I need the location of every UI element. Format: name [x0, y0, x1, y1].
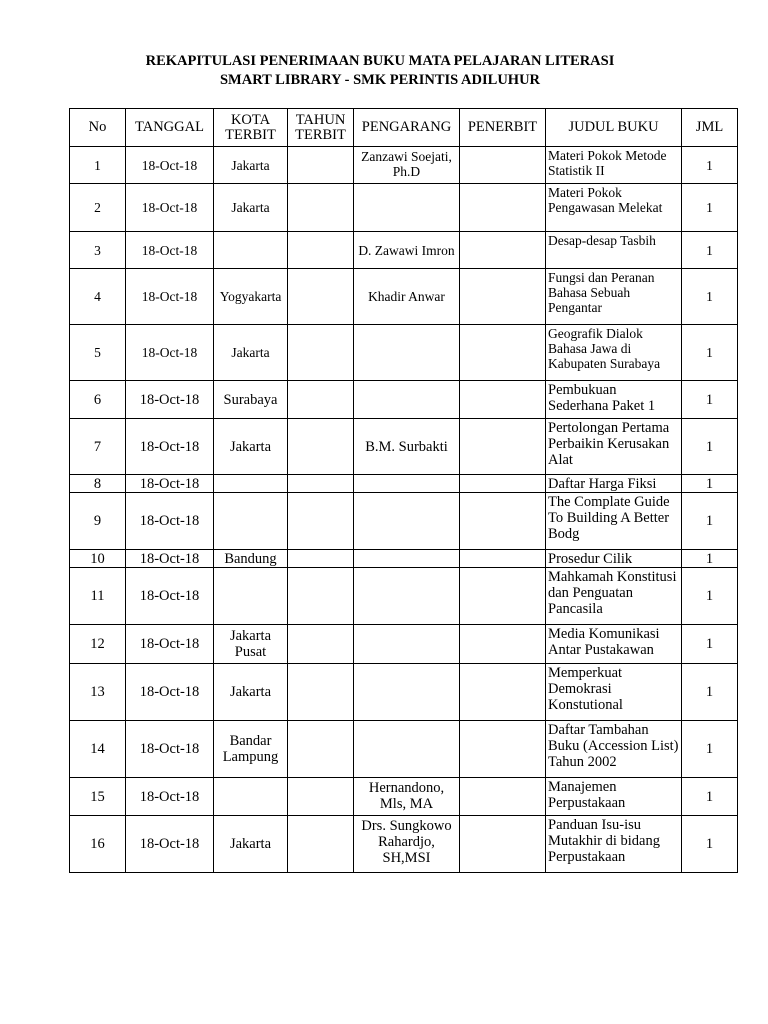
cell-judul: Materi Pokok Metode Statistik II	[546, 147, 682, 184]
cell-no: 16	[70, 816, 126, 873]
cell-no: 2	[70, 184, 126, 232]
cell-pengarang	[354, 625, 460, 664]
cell-tahun	[288, 475, 354, 493]
cell-jml: 1	[682, 721, 738, 778]
col-header-tahun-line2: TERBIT	[295, 126, 346, 143]
table-row	[70, 568, 738, 625]
cell-judul: Daftar Harga Fiksi	[546, 475, 682, 493]
cell-tahun	[288, 778, 354, 816]
cell-pengarang: Zanzawi Soejati, Ph.D	[354, 147, 460, 184]
cell-pengarang	[354, 184, 460, 232]
table-row	[70, 269, 738, 325]
cell-tanggal: 18-Oct-18	[126, 816, 214, 873]
cell-judul: Panduan Isu-isu Mutakhir di bidang Perpustakaan	[546, 816, 682, 873]
cell-tahun	[288, 232, 354, 269]
cell-tanggal: 18-Oct-18	[126, 568, 214, 625]
cell-jml: 1	[682, 184, 738, 232]
cell-tanggal: 18-Oct-18	[126, 232, 214, 269]
cell-tahun	[288, 325, 354, 381]
cell-no: 10	[70, 550, 126, 568]
col-header-penerbit: PENERBIT	[460, 109, 546, 147]
col-header-judul-buku: JUDUL BUKU	[546, 109, 682, 147]
cell-jml: 1	[682, 419, 738, 475]
cell-pengarang	[354, 721, 460, 778]
cell-tahun	[288, 721, 354, 778]
cell-kota: Jakarta	[214, 147, 288, 184]
cell-penerbit	[460, 381, 546, 419]
cell-tanggal: 18-Oct-18	[126, 147, 214, 184]
cell-tahun	[288, 147, 354, 184]
cell-no: 15	[70, 778, 126, 816]
col-header-tahun-terbit	[288, 109, 354, 147]
cell-tanggal: 18-Oct-18	[126, 625, 214, 664]
cell-kota: Surabaya	[214, 381, 288, 419]
table-body	[70, 147, 738, 873]
cell-judul: The Complate Guide To Building A Better Bodg	[546, 493, 682, 550]
cell-judul: Prosedur Cilik	[546, 550, 682, 568]
cell-penerbit	[460, 325, 546, 381]
cell-jml: 1	[682, 625, 738, 664]
cell-jml: 1	[682, 475, 738, 493]
cell-penerbit	[460, 184, 546, 232]
cell-kota: Yogyakarta	[214, 269, 288, 325]
col-header-tanggal: TANGGAL	[126, 109, 214, 147]
cell-jml: 1	[682, 232, 738, 269]
cell-tahun	[288, 816, 354, 873]
cell-no: 1	[70, 147, 126, 184]
cell-penerbit	[460, 232, 546, 269]
cell-tahun	[288, 269, 354, 325]
cell-pengarang	[354, 381, 460, 419]
table-row	[70, 475, 738, 493]
cell-no: 14	[70, 721, 126, 778]
cell-no: 3	[70, 232, 126, 269]
cell-kota	[214, 568, 288, 625]
cell-pengarang	[354, 664, 460, 721]
cell-no: 7	[70, 419, 126, 475]
table-row	[70, 721, 738, 778]
cell-judul: Geografik Dialok Bahasa Jawa di Kabupaten Surabaya	[546, 325, 682, 381]
cell-penerbit	[460, 475, 546, 493]
cell-penerbit	[460, 664, 546, 721]
cell-pengarang	[354, 550, 460, 568]
table-row	[70, 381, 738, 419]
cell-jml: 1	[682, 550, 738, 568]
table-header-row	[70, 109, 738, 147]
cell-tanggal: 18-Oct-18	[126, 778, 214, 816]
table-row	[70, 493, 738, 550]
cell-judul: Materi Pokok Pengawasan Melekat	[546, 184, 682, 232]
document-title: REKAPITULASI PENERIMAAN BUKU MATA PELAJARAN LITERASI	[145, 53, 615, 69]
cell-penerbit	[460, 147, 546, 184]
cell-judul: Fungsi dan Peranan Bahasa Sebuah Pengantar	[546, 269, 682, 325]
cell-no: 6	[70, 381, 126, 419]
cell-tanggal: 18-Oct-18	[126, 184, 214, 232]
cell-tahun	[288, 550, 354, 568]
cell-pengarang: B.M. Surbakti	[354, 419, 460, 475]
cell-tanggal: 18-Oct-18	[126, 381, 214, 419]
cell-jml: 1	[682, 778, 738, 816]
cell-tanggal: 18-Oct-18	[126, 269, 214, 325]
cell-penerbit	[460, 550, 546, 568]
cell-penerbit	[460, 493, 546, 550]
table-row	[70, 550, 738, 568]
cell-kota: Jakarta	[214, 325, 288, 381]
cell-kota: Bandar Lampung	[214, 721, 288, 778]
cell-tanggal: 18-Oct-18	[126, 721, 214, 778]
col-header-tahun-line1: TAHUN	[295, 111, 346, 128]
cell-judul: Pembukuan Sederhana Paket 1	[546, 381, 682, 419]
cell-tanggal: 18-Oct-18	[126, 493, 214, 550]
col-header-kota-terbit	[214, 109, 288, 147]
cell-kota: Jakarta	[214, 816, 288, 873]
cell-kota	[214, 232, 288, 269]
cell-penerbit	[460, 721, 546, 778]
cell-tanggal: 18-Oct-18	[126, 419, 214, 475]
cell-penerbit	[460, 269, 546, 325]
cell-tanggal: 18-Oct-18	[126, 664, 214, 721]
cell-judul: Media Komunikasi Antar Pustakawan	[546, 625, 682, 664]
cell-penerbit	[460, 625, 546, 664]
table-row	[70, 816, 738, 873]
cell-jml: 1	[682, 325, 738, 381]
cell-penerbit	[460, 816, 546, 873]
cell-jml: 1	[682, 147, 738, 184]
cell-no: 5	[70, 325, 126, 381]
cell-no: 11	[70, 568, 126, 625]
cell-jml: 1	[682, 816, 738, 873]
cell-tahun	[288, 625, 354, 664]
cell-kota: Jakarta	[214, 419, 288, 475]
cell-no: 13	[70, 664, 126, 721]
cell-tanggal: 18-Oct-18	[126, 550, 214, 568]
cell-kota	[214, 475, 288, 493]
cell-pengarang: Hernandono, Mls, MA	[354, 778, 460, 816]
cell-jml: 1	[682, 269, 738, 325]
table-row	[70, 325, 738, 381]
cell-jml: 1	[682, 493, 738, 550]
cell-no: 9	[70, 493, 126, 550]
cell-no: 8	[70, 475, 126, 493]
cell-kota: Bandung	[214, 550, 288, 568]
table-row	[70, 147, 738, 184]
cell-penerbit	[460, 568, 546, 625]
cell-tanggal: 18-Oct-18	[126, 325, 214, 381]
cell-pengarang	[354, 568, 460, 625]
cell-penerbit	[460, 778, 546, 816]
cell-judul: Mahkamah Konstitusi dan Penguatan Pancasila	[546, 568, 682, 625]
cell-pengarang	[354, 475, 460, 493]
cell-kota: Jakarta	[214, 664, 288, 721]
col-header-kota-line2: TERBIT	[225, 126, 276, 143]
table-row	[70, 664, 738, 721]
cell-jml: 1	[682, 381, 738, 419]
cell-pengarang	[354, 493, 460, 550]
cell-tahun	[288, 664, 354, 721]
col-header-no: No	[70, 109, 126, 147]
cell-tahun	[288, 381, 354, 419]
cell-no: 12	[70, 625, 126, 664]
cell-tahun	[288, 568, 354, 625]
cell-penerbit	[460, 419, 546, 475]
table-row	[70, 232, 738, 269]
table-row	[70, 625, 738, 664]
document-subtitle: SMART LIBRARY - SMK PERINTIS ADILUHUR	[219, 72, 541, 88]
cell-judul: Desap-desap Tasbih	[546, 232, 682, 269]
cell-judul: Manajemen Perpustakaan	[546, 778, 682, 816]
cell-tahun	[288, 419, 354, 475]
col-header-jml: JML	[682, 109, 738, 147]
cell-kota: Jakarta	[214, 184, 288, 232]
cell-tahun	[288, 184, 354, 232]
cell-kota	[214, 778, 288, 816]
cell-judul: Daftar Tambahan Buku (Accession List) Tahun 2002	[546, 721, 682, 778]
table-row	[70, 778, 738, 816]
cell-tanggal: 18-Oct-18	[126, 475, 214, 493]
col-header-kota-line1: KOTA	[230, 111, 271, 128]
cell-kota: Jakarta Pusat	[214, 625, 288, 664]
cell-pengarang: Khadir Anwar	[354, 269, 460, 325]
cell-pengarang: D. Zawawi Imron	[354, 232, 460, 269]
cell-jml: 1	[682, 664, 738, 721]
col-header-pengarang: PENGARANG	[354, 109, 460, 147]
cell-pengarang	[354, 325, 460, 381]
book-receipt-table	[69, 108, 738, 873]
cell-judul: Pertolongan Pertama Perbaikin Kerusakan Alat	[546, 419, 682, 475]
cell-jml: 1	[682, 568, 738, 625]
cell-pengarang: Drs. Sungkowo Rahardjo, SH,MSI	[354, 816, 460, 873]
table-row	[70, 184, 738, 232]
cell-no: 4	[70, 269, 126, 325]
cell-tahun	[288, 493, 354, 550]
cell-kota	[214, 493, 288, 550]
table-row	[70, 419, 738, 475]
cell-judul: Memperkuat Demokrasi Konstutional	[546, 664, 682, 721]
